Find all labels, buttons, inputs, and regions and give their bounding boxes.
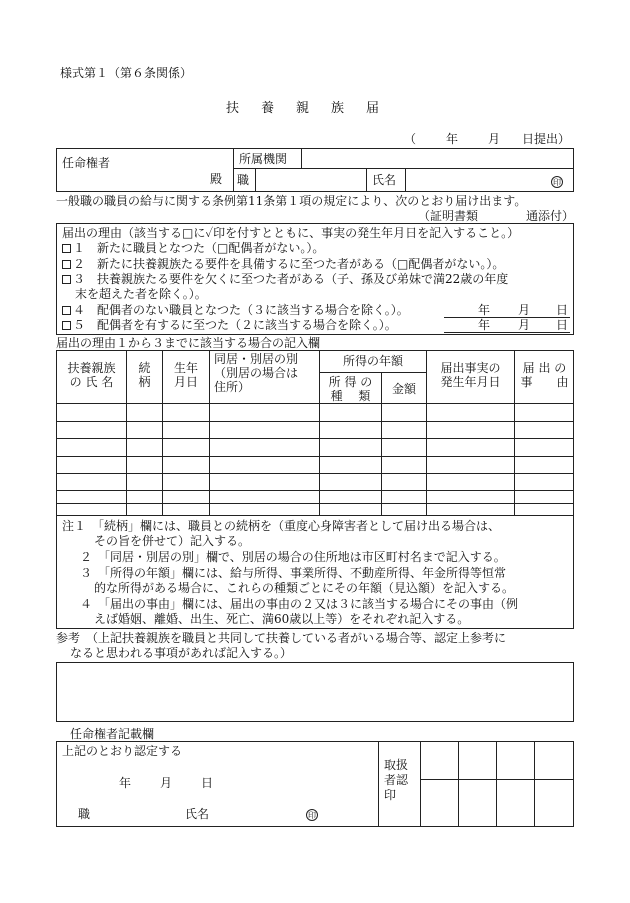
- cert-day: 日: [201, 776, 214, 790]
- cert-name: 氏名: [185, 807, 210, 821]
- reason-5-month: 月: [518, 318, 531, 332]
- appointing-box: [56, 148, 574, 192]
- appointer-section-title: 任命権者記載欄: [70, 727, 155, 741]
- form-number: 様式第１（第６条関係）: [60, 66, 193, 80]
- reason-item-5: ５ 配偶者を有するに至つた（２に該当する場合を除く。）。: [62, 318, 397, 332]
- note-1: 注１ 「続柄」欄には、職員との続柄を（重度心身障害者として届け出る場合は、: [62, 519, 501, 533]
- reference-line-2: なると思われる事項があれば記入する。）: [70, 646, 293, 660]
- seal-mark: [551, 174, 563, 188]
- cert-seal-text: 印: [308, 811, 316, 820]
- seal-text: 印: [553, 178, 561, 187]
- cert-month: 月: [160, 776, 173, 790]
- table-row[interactable]: [57, 457, 573, 472]
- checkbox[interactable]: [62, 244, 71, 253]
- honorific: 殿: [210, 172, 223, 186]
- reason-4-year: 年: [478, 303, 491, 317]
- note-4: ４ 「届出の事由」欄には、届出の事由の２又は３に該当する場合にその事由（例: [80, 597, 519, 611]
- col-reason-header: 届 出 の 事 由: [520, 361, 569, 389]
- submit-date-day: 日提出）: [522, 132, 571, 146]
- reason-4-month: 月: [518, 303, 531, 317]
- checkbox[interactable]: [62, 275, 71, 284]
- reason-item-3: ３ 扶養親族たる要件を欠くに至つた者がある（子、孫及び弟妹で満22歳の年度: [62, 272, 508, 286]
- appointing-label: 任命権者: [62, 156, 111, 170]
- cert-position: 職: [78, 807, 91, 821]
- col-income-type-header: 所 得 の 種 類: [328, 375, 373, 403]
- checkbox[interactable]: [62, 306, 71, 315]
- cert-seal-mark: [306, 807, 318, 821]
- col-amount-header: 金額: [391, 382, 416, 396]
- affiliation-label: 所属機関: [239, 152, 288, 166]
- note-2: ２ 「同居・別居の別」欄で、別居の場合の住所地は市区町村名まで記入する。: [80, 550, 506, 564]
- note-3: ３ 「所得の年額」欄には、給与所得、事業所得、不動産所得、年金所得等恒常: [80, 566, 507, 580]
- reasons-header: 届出の理由（該当する□に✓印を付すとともに、事実の発生年月日を記入すること。）: [62, 226, 520, 240]
- col-birth-header: 生年 月日: [173, 361, 198, 389]
- table-row[interactable]: [57, 404, 573, 420]
- reference-input[interactable]: [56, 662, 574, 722]
- reason-item-1: １ 新たに職員となつた（□配偶者がない。）。: [62, 241, 324, 255]
- position-label: 職: [237, 173, 250, 187]
- table-caption: 届出の理由１から３までに該当する場合の記入欄: [56, 336, 321, 350]
- reason-item-4: ４ 配偶者のない職員となつた（３に該当する場合を除く。）。: [62, 303, 409, 317]
- submit-date-year: 年: [446, 132, 459, 146]
- reason-5-year: 年: [478, 318, 491, 332]
- col-occurrence-header: 届出事実の 発生年月日: [440, 361, 501, 389]
- reason-4-day: 日: [556, 303, 569, 317]
- reason-item-2: ２ 新たに扶養親族たる要件を具備するに至つた者がある（□配偶者がない。）。: [62, 257, 504, 271]
- cert-year: 年: [119, 776, 132, 790]
- note-1-cont: その旨を併せて）記入する。: [94, 534, 251, 548]
- certificate-note: （証明書類 通添付）: [418, 209, 575, 223]
- note-3-cont: 的な所得がある場合に、これらの種類ごとにその年額（見込額）を記入する。: [94, 581, 515, 595]
- reason-5-day: 日: [556, 318, 569, 332]
- submit-date-open: （: [404, 132, 417, 146]
- table-row[interactable]: [57, 491, 573, 502]
- handler-seal-label: 取扱 者認 印: [384, 758, 409, 802]
- note-4-cont: えば婚姻、離婚、出生、死亡、満60歳以上等）をそれぞれ記入する。: [94, 612, 470, 626]
- col-name-header: 扶養親族 の 氏 名: [67, 361, 116, 389]
- reason-item-3-cont: 末を超えた者を除く。）。: [75, 287, 207, 301]
- certify-text: 上記のとおり認定する: [62, 744, 183, 758]
- col-residence-header: 同居・別居の別 （別居の場合は 住所）: [214, 352, 299, 394]
- page-title: 扶養親族届: [226, 101, 402, 116]
- submit-date: [404, 132, 570, 146]
- table-row[interactable]: [57, 474, 573, 489]
- table-row[interactable]: [57, 422, 573, 437]
- intro-text: 一般職の職員の給与に関する条例第11条第１項の規定により、次のとおり届け出ます。: [56, 194, 527, 208]
- col-relation-header: 続 柄: [138, 361, 151, 389]
- col-income-header: 所得の年額: [342, 354, 403, 368]
- table-row[interactable]: [57, 504, 573, 515]
- submit-date-month: 月: [488, 132, 501, 146]
- name-label: 氏名: [372, 173, 397, 187]
- checkbox[interactable]: [62, 321, 71, 330]
- reference-line-1: 参考 （上記扶養親族を職員と共同して扶養している者がいる場合等、認定上参考に: [56, 631, 507, 645]
- table-row[interactable]: [57, 439, 573, 455]
- checkbox[interactable]: [62, 260, 71, 269]
